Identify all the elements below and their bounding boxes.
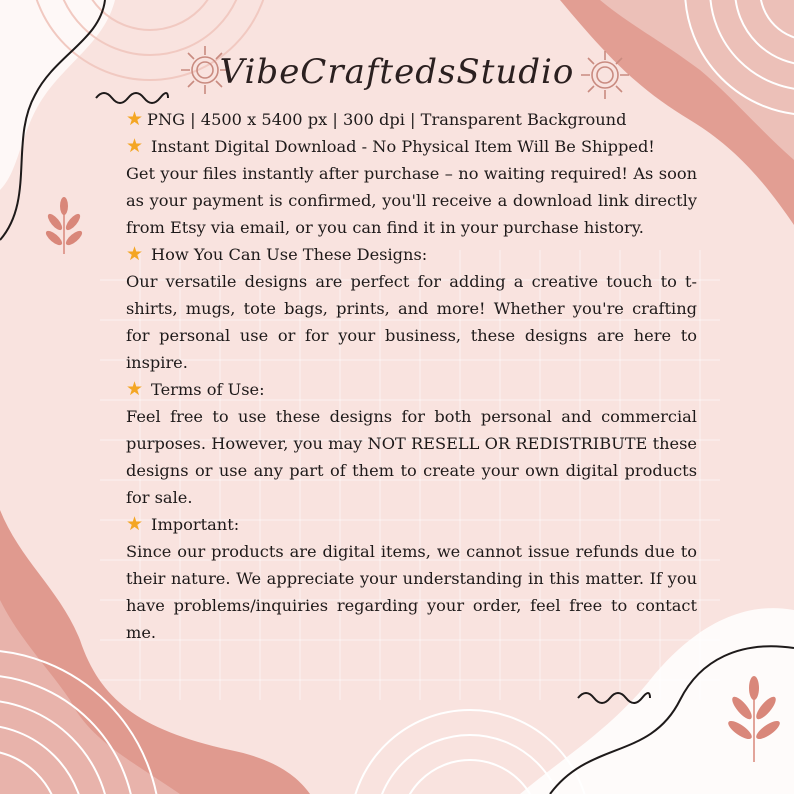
heading-text: Terms of Use: <box>151 380 265 399</box>
section-heading-important <box>126 511 697 538</box>
star-icon: ★ <box>126 513 144 535</box>
section-heading-usage <box>126 241 697 268</box>
star-icon: ★ <box>126 135 144 157</box>
section-body-important: Since our products are digital items, we cannot issue refunds due to their nature. We appreciate your understanding in this matter. If you have problems/inquiries regarding your order, feel free to contact me. <box>126 542 697 642</box>
section-body-download: Get your files instantly after purchase – no waiting required! As soon as your payment is confirmed, you'll receive a download link directly from Etsy via email, or you can find it in your purchase history. <box>126 164 697 237</box>
listing-details <box>126 106 697 646</box>
section-heading-terms <box>126 376 697 403</box>
squiggle-icon <box>96 93 168 103</box>
section-heading-file-specs <box>126 106 697 133</box>
star-icon: ★ <box>126 108 144 130</box>
leaf-sprig-icon <box>44 197 84 254</box>
section-body-usage: Our versatile designs are perfect for adding a creative touch to t-shirts, mugs, tote bags, prints, and more! Whether you're crafting for personal use or for your business, these designs are here to inspire. <box>126 272 697 372</box>
heading-text: How You Can Use These Designs: <box>151 245 428 264</box>
star-icon: ★ <box>126 378 144 400</box>
heading-text: Instant Digital Download - No Physical Item Will Be Shipped! <box>151 137 655 156</box>
star-icon: ★ <box>126 243 144 265</box>
section-heading-download <box>126 133 697 160</box>
heading-text: Important: <box>151 515 240 534</box>
brand-title: VibeCraftedsStudio <box>219 52 575 92</box>
section-body-terms: Feel free to use these designs for both personal and commercial purposes. However, you may NOT RESELL OR REDISTRIBUTE these designs or use any part of them to create your own digital products for sale. <box>126 407 697 507</box>
heading-text: PNG | 4500 x 5400 px | 300 dpi | Transparent Background <box>147 110 627 129</box>
